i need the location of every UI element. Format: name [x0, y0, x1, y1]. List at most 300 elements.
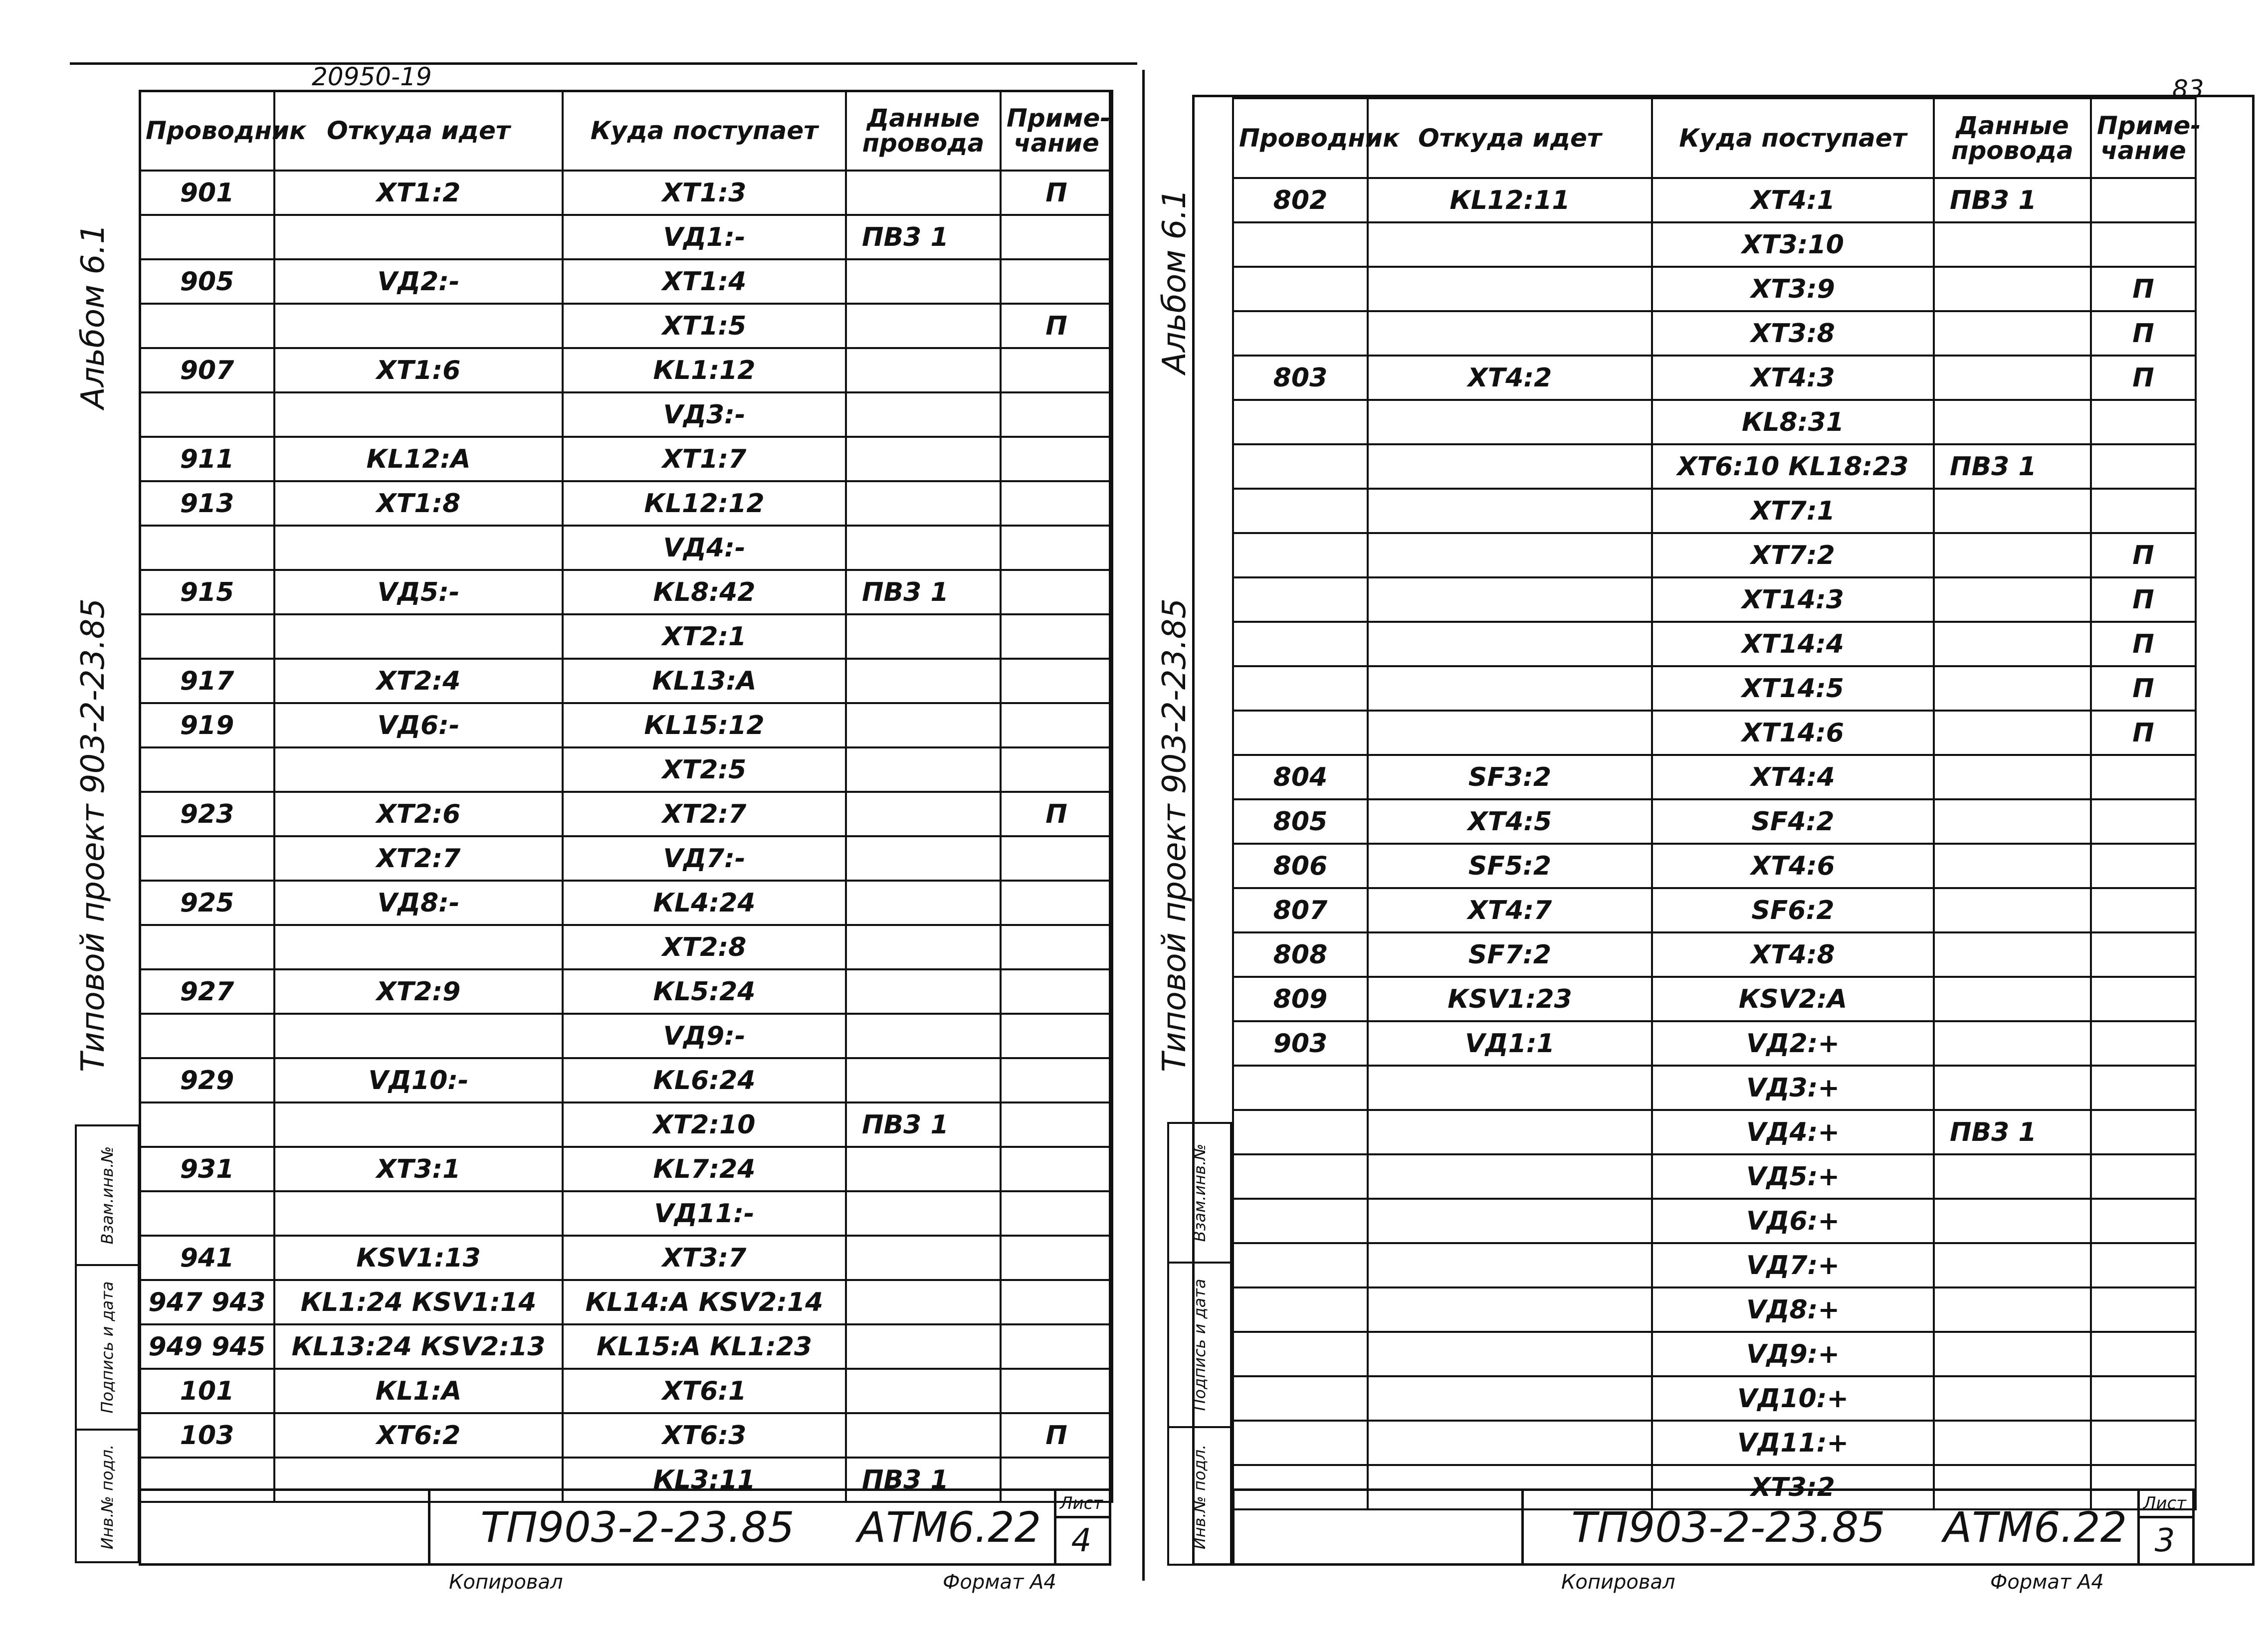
table-cell: П — [2091, 711, 2196, 755]
tb-code: АТМ6.22 — [844, 1491, 1056, 1563]
column-header: Приме-чание — [1001, 91, 1112, 171]
table-row — [140, 215, 1112, 259]
table-row — [1233, 755, 2196, 799]
table-cell — [846, 481, 1001, 526]
table-cell: ХТ4:6 — [1652, 844, 1934, 888]
table-cell — [2091, 444, 2196, 489]
table-cell: VД2:- — [274, 259, 563, 304]
table-cell: КSV1:13 — [274, 1236, 563, 1280]
table-cell — [274, 747, 563, 792]
table-cell: VД10:- — [274, 1058, 563, 1102]
table-cell: КSV2:А — [1652, 977, 1934, 1021]
table-row — [1233, 1199, 2196, 1243]
table-row — [1233, 489, 2196, 533]
column-header: Откуда идет — [1368, 98, 1652, 178]
table-cell — [1368, 533, 1652, 577]
table-row — [1233, 1066, 2196, 1110]
table-cell — [1001, 747, 1112, 792]
table-cell: ХТ3:1 — [274, 1147, 563, 1191]
table-cell — [1233, 622, 1368, 666]
table-cell — [1368, 1199, 1652, 1243]
table-cell: VД6:+ — [1652, 1199, 1934, 1243]
table-cell — [274, 925, 563, 969]
doc-number: 20950-19 — [312, 62, 432, 91]
table-cell — [1001, 1191, 1112, 1236]
table-cell — [140, 526, 274, 570]
table-cell: ХТ3:8 — [1652, 311, 1934, 356]
table-cell: П — [1001, 304, 1112, 348]
table-cell: ХТ1:8 — [274, 481, 563, 526]
table-cell — [1934, 1421, 2091, 1465]
table-row — [1233, 977, 2196, 1021]
table-row — [1233, 222, 2196, 267]
column-header: Куда поступает — [563, 91, 846, 171]
table-row — [1233, 1287, 2196, 1332]
table-cell — [846, 747, 1001, 792]
table-cell: П — [1001, 171, 1112, 215]
column-header: Откуда идет — [274, 91, 563, 171]
table-cell — [1233, 1332, 1368, 1376]
table-cell — [1934, 888, 2091, 932]
table-cell — [140, 392, 274, 437]
table-cell: SF3:2 — [1368, 755, 1652, 799]
table-cell — [1934, 1021, 2091, 1066]
table-row — [140, 1236, 1112, 1280]
table-cell: 802 — [1233, 178, 1368, 222]
table-cell: П — [2091, 356, 2196, 400]
table-cell: КL4:24 — [563, 881, 846, 925]
table-cell — [1934, 489, 2091, 533]
table-cell — [1934, 932, 2091, 977]
table-cell — [1368, 1154, 1652, 1199]
table-cell: ХТ2:7 — [274, 836, 563, 881]
stamp-cell: Подпись и дата — [77, 1266, 138, 1431]
table-cell — [2091, 1021, 2196, 1066]
table-row — [140, 747, 1112, 792]
table-cell: КL8:31 — [1652, 400, 1934, 444]
table-cell — [1001, 925, 1112, 969]
table-cell: SF5:2 — [1368, 844, 1652, 888]
table-cell: 949 945 — [140, 1324, 274, 1369]
column-header: Данные провода — [1934, 98, 2091, 178]
table-cell — [1001, 1014, 1112, 1058]
table-cell: П — [2091, 311, 2196, 356]
table-cell — [846, 526, 1001, 570]
table-cell — [1001, 836, 1112, 881]
table-cell — [2091, 799, 2196, 844]
table-row — [140, 1191, 1112, 1236]
table-row — [140, 171, 1112, 215]
table-cell: П — [2091, 622, 2196, 666]
tb-sheet-label: Лист — [1054, 1491, 1109, 1518]
table-cell — [2091, 888, 2196, 932]
table-cell: ХТ14:5 — [1652, 666, 1934, 711]
table-cell: ХТ2:9 — [274, 969, 563, 1014]
column-header: Проводник — [140, 91, 274, 171]
table-cell — [1233, 1199, 1368, 1243]
table-cell — [1368, 222, 1652, 267]
table-cell: ХТ3:7 — [563, 1236, 846, 1280]
table-cell: 101 — [140, 1369, 274, 1413]
table-cell: ХТ1:2 — [274, 171, 563, 215]
table-cell — [846, 1413, 1001, 1458]
table-row — [140, 570, 1112, 614]
table-cell — [274, 1191, 563, 1236]
table-cell: VД1:- — [563, 215, 846, 259]
table-cell: VД3:+ — [1652, 1066, 1934, 1110]
table-cell — [1233, 1154, 1368, 1199]
stamp-cell: Подпись и дата — [1169, 1264, 1230, 1428]
table-cell: ХТ4:7 — [1368, 888, 1652, 932]
table-cell: КSV1:23 — [1368, 977, 1652, 1021]
tb-empty — [141, 1491, 430, 1563]
table-cell — [140, 614, 274, 659]
table-cell: ХТ2:8 — [563, 925, 846, 969]
table-row — [140, 1413, 1112, 1458]
table-cell — [846, 1058, 1001, 1102]
table-cell: ХТ3:10 — [1652, 222, 1934, 267]
table-cell — [1233, 311, 1368, 356]
table-cell — [274, 1014, 563, 1058]
right-page — [1142, 0, 2268, 1649]
table-cell — [274, 614, 563, 659]
table-cell — [140, 747, 274, 792]
wiring-table-left — [139, 90, 1113, 1503]
table-cell: ХТ1:4 — [563, 259, 846, 304]
table-row — [1233, 622, 2196, 666]
table-cell: ХТ2:1 — [563, 614, 846, 659]
left-stamp — [75, 1124, 140, 1563]
table-cell: ХТ14:6 — [1652, 711, 1934, 755]
table-cell — [1001, 1102, 1112, 1147]
table-cell — [1368, 311, 1652, 356]
table-cell: ХТ7:2 — [1652, 533, 1934, 577]
table-cell — [2091, 178, 2196, 222]
table-cell — [1368, 1243, 1652, 1287]
table-cell — [1233, 444, 1368, 489]
right-side-label: Типовой проект 903-2-23.85 — [1156, 598, 1193, 1072]
table-cell: 947 943 — [140, 1280, 274, 1324]
table-cell — [274, 215, 563, 259]
table-cell: VД11:- — [563, 1191, 846, 1236]
table-cell: 911 — [140, 437, 274, 481]
table-cell — [2091, 1421, 2196, 1465]
table-cell — [1368, 666, 1652, 711]
table-row — [1233, 799, 2196, 844]
table-cell — [1368, 711, 1652, 755]
table-cell: VД3:- — [563, 392, 846, 437]
table-cell: ПВ3 1 — [846, 570, 1001, 614]
table-cell — [1233, 1110, 1368, 1154]
tb-sheet-number: 3 — [2154, 1522, 2175, 1559]
table-cell — [1934, 1066, 2091, 1110]
table-cell: VД1:1 — [1368, 1021, 1652, 1066]
table-cell — [2091, 1066, 2196, 1110]
table-cell — [846, 259, 1001, 304]
table-cell — [1934, 1287, 2091, 1332]
table-row — [140, 437, 1112, 481]
table-cell: VД8:- — [274, 881, 563, 925]
table-cell — [1001, 215, 1112, 259]
table-row — [1233, 267, 2196, 311]
table-cell — [1934, 533, 2091, 577]
table-cell — [2091, 1110, 2196, 1154]
table-row — [1233, 1376, 2196, 1421]
table-cell: ПВ3 1 — [1934, 1110, 2091, 1154]
table-cell — [846, 171, 1001, 215]
table-cell — [1934, 977, 2091, 1021]
table-cell: 804 — [1233, 755, 1368, 799]
table-row — [140, 1102, 1112, 1147]
stamp-cell: Взам.инв.№ — [1169, 1124, 1230, 1264]
tb-code: АТМ6.22 — [1933, 1491, 2140, 1563]
table-row — [140, 1058, 1112, 1102]
left-album-label: Альбом 6.1 — [75, 223, 112, 409]
table-cell — [1233, 1287, 1368, 1332]
table-cell: П — [2091, 577, 2196, 622]
table-cell — [1934, 1199, 2091, 1243]
table-cell — [1368, 1287, 1652, 1332]
table-row — [1233, 533, 2196, 577]
table-cell: VД4:- — [563, 526, 846, 570]
column-header: Приме-чание — [2091, 98, 2196, 178]
header-row — [140, 91, 1112, 171]
tb-sheet-number: 4 — [1071, 1522, 1092, 1559]
table-cell — [1233, 222, 1368, 267]
table-cell — [1934, 1243, 2091, 1287]
table-cell: ХТ3:2 — [1652, 1465, 1934, 1509]
table-cell: П — [2091, 533, 2196, 577]
table-cell: 915 — [140, 570, 274, 614]
table-cell: ХТ4:8 — [1652, 932, 1934, 977]
table-cell — [1001, 1369, 1112, 1413]
table-row — [1233, 1021, 2196, 1066]
table-cell — [140, 1102, 274, 1147]
table-cell: КL13:А — [563, 659, 846, 703]
title-block-right — [1232, 1488, 2195, 1566]
table-cell: ХТ1:6 — [274, 348, 563, 392]
table-cell — [1001, 392, 1112, 437]
table-row — [1233, 1243, 2196, 1287]
table-cell: П — [1001, 1413, 1112, 1458]
table-cell — [1233, 267, 1368, 311]
table-cell: КL15:12 — [563, 703, 846, 747]
table-cell: VД2:+ — [1652, 1021, 1934, 1066]
table-cell — [846, 1236, 1001, 1280]
table-cell: VД4:+ — [1652, 1110, 1934, 1154]
table-cell — [1233, 1376, 1368, 1421]
table-row — [1233, 844, 2196, 888]
table-row — [1233, 666, 2196, 711]
table-cell — [846, 881, 1001, 925]
stamp-cell: Инв.№ подл. — [1190, 1444, 1209, 1550]
table-cell: 803 — [1233, 356, 1368, 400]
table-cell: 929 — [140, 1058, 274, 1102]
table-cell: П — [1001, 792, 1112, 836]
table-cell: 903 — [1233, 1021, 1368, 1066]
table-cell: ХТ4:2 — [1368, 356, 1652, 400]
table-cell — [2091, 489, 2196, 533]
table-cell: КL14:А КSV2:14 — [563, 1280, 846, 1324]
table-cell: ХТ6:1 — [563, 1369, 846, 1413]
table-cell — [140, 1014, 274, 1058]
format-label: Формат А4 — [943, 1571, 1056, 1594]
table-cell — [2091, 844, 2196, 888]
table-cell — [1368, 1110, 1652, 1154]
table-cell: КL8:42 — [563, 570, 846, 614]
table-cell: 919 — [140, 703, 274, 747]
table-cell: ХТ6:3 — [563, 1413, 846, 1458]
table-cell — [846, 703, 1001, 747]
table-cell — [2091, 222, 2196, 267]
table-cell: 931 — [140, 1147, 274, 1191]
table-cell — [2091, 977, 2196, 1021]
table-row — [1233, 356, 2196, 400]
table-row — [140, 304, 1112, 348]
table-cell — [1934, 267, 2091, 311]
table-cell: ХТ2:7 — [563, 792, 846, 836]
table-cell: ХТ2:5 — [563, 747, 846, 792]
table-cell: КL12:А — [274, 437, 563, 481]
table-cell — [274, 392, 563, 437]
table-cell: 907 — [140, 348, 274, 392]
table-cell — [1368, 622, 1652, 666]
table-cell — [1934, 311, 2091, 356]
table-row — [140, 1369, 1112, 1413]
table-cell — [2091, 1199, 2196, 1243]
right-album-label: Альбом 6.1 — [1156, 188, 1193, 374]
table-cell: ХТ1:5 — [563, 304, 846, 348]
table-cell: ХТ6:2 — [274, 1413, 563, 1458]
table-cell: ХТ2:6 — [274, 792, 563, 836]
table-cell: КL12:12 — [563, 481, 846, 526]
table-cell: КL1:12 — [563, 348, 846, 392]
table-cell: КL3:11 — [563, 1458, 846, 1502]
table-cell — [2091, 400, 2196, 444]
table-cell: SF7:2 — [1368, 932, 1652, 977]
table-cell — [846, 836, 1001, 881]
table-cell: 925 — [140, 881, 274, 925]
table-cell — [846, 1147, 1001, 1191]
table-cell: ХТ4:4 — [1652, 755, 1934, 799]
table-cell: 805 — [1233, 799, 1368, 844]
table-cell: 807 — [1233, 888, 1368, 932]
table-cell — [846, 348, 1001, 392]
format-label: Формат А4 — [1990, 1571, 2104, 1594]
table-cell: КL5:24 — [563, 969, 846, 1014]
table-cell — [1001, 969, 1112, 1014]
table-cell — [1001, 1280, 1112, 1324]
table-cell — [846, 392, 1001, 437]
table-cell: VД5:- — [274, 570, 563, 614]
tb-sheet — [1054, 1491, 1109, 1563]
table-cell — [1001, 526, 1112, 570]
table-cell: VД5:+ — [1652, 1154, 1934, 1199]
table-cell — [1368, 400, 1652, 444]
table-cell: 941 — [140, 1236, 274, 1280]
table-cell: ХТ4:1 — [1652, 178, 1934, 222]
table-row — [1233, 577, 2196, 622]
table-cell: ХТ3:9 — [1652, 267, 1934, 311]
table-cell — [140, 925, 274, 969]
table-row — [140, 392, 1112, 437]
table-cell: КL7:24 — [563, 1147, 846, 1191]
table-cell — [1001, 703, 1112, 747]
table-cell: VД7:+ — [1652, 1243, 1934, 1287]
table-cell — [1934, 844, 2091, 888]
table-row — [1233, 311, 2196, 356]
table-cell: VД9:- — [563, 1014, 846, 1058]
table-row — [140, 881, 1112, 925]
tb-sheet-label: Лист — [2137, 1491, 2192, 1518]
table-cell — [140, 1191, 274, 1236]
table-cell — [846, 1324, 1001, 1369]
table-cell — [2091, 1243, 2196, 1287]
table-cell — [274, 304, 563, 348]
table-cell: ХТ1:3 — [563, 171, 846, 215]
table-row — [140, 1014, 1112, 1058]
table-row — [1233, 888, 2196, 932]
table-row — [140, 481, 1112, 526]
top-border-line — [70, 62, 1137, 65]
table-cell — [1001, 1147, 1112, 1191]
table-row — [140, 836, 1112, 881]
table-cell — [1934, 711, 2091, 755]
table-row — [140, 614, 1112, 659]
table-cell — [1934, 755, 2091, 799]
table-row — [140, 792, 1112, 836]
stamp-cell: Взам.инв.№ — [77, 1126, 138, 1266]
right-stamp — [1167, 1122, 1232, 1566]
table-row — [140, 925, 1112, 969]
table-cell — [2091, 755, 2196, 799]
table-row — [1233, 1110, 2196, 1154]
table-cell: КL12:11 — [1368, 178, 1652, 222]
table-cell — [2091, 1154, 2196, 1199]
table-cell — [1233, 533, 1368, 577]
table-row — [140, 1147, 1112, 1191]
table-cell: 923 — [140, 792, 274, 836]
table-cell: ПВ3 1 — [846, 1102, 1001, 1147]
table-cell — [846, 659, 1001, 703]
table-cell: ХТ4:5 — [1368, 799, 1652, 844]
table-cell — [1368, 1376, 1652, 1421]
table-cell: VД6:- — [274, 703, 563, 747]
table-cell: КL1:24 КSV1:14 — [274, 1280, 563, 1324]
table-cell — [274, 526, 563, 570]
table-cell — [846, 614, 1001, 659]
table-cell — [1001, 348, 1112, 392]
table-row — [1233, 1154, 2196, 1199]
table-cell — [1934, 577, 2091, 622]
table-cell — [1934, 400, 2091, 444]
table-cell — [1001, 659, 1112, 703]
table-row — [140, 1280, 1112, 1324]
table-cell: SF4:2 — [1652, 799, 1934, 844]
table-row — [140, 659, 1112, 703]
table-cell — [846, 792, 1001, 836]
table-cell — [2091, 1376, 2196, 1421]
table-cell — [1233, 1066, 1368, 1110]
table-cell: 808 — [1233, 932, 1368, 977]
table-cell — [1233, 1421, 1368, 1465]
table-cell — [846, 969, 1001, 1014]
table-cell — [1368, 1332, 1652, 1376]
table-cell — [1001, 1236, 1112, 1280]
table-row — [1233, 444, 2196, 489]
table-cell — [1001, 881, 1112, 925]
table-cell: КL15:А КL1:23 — [563, 1324, 846, 1369]
